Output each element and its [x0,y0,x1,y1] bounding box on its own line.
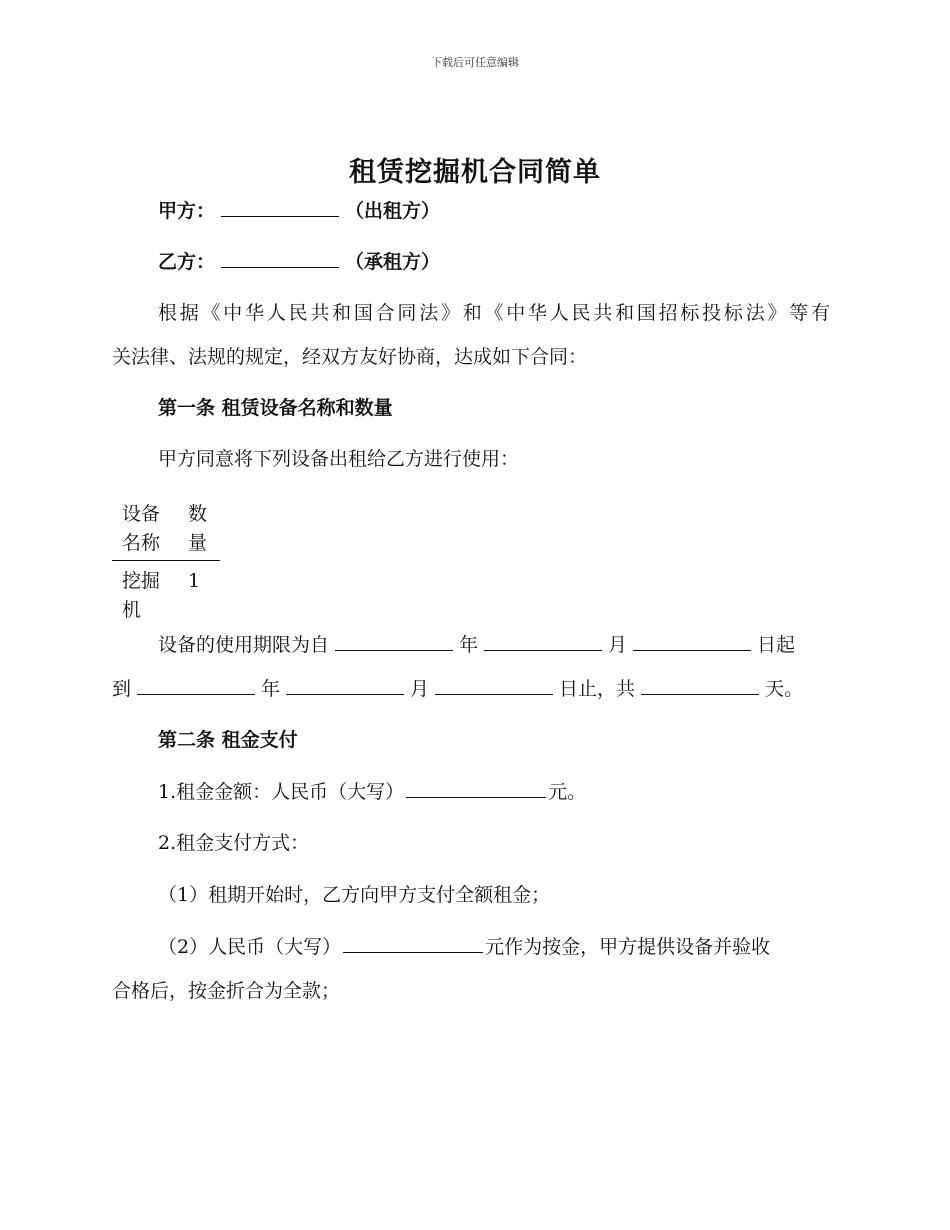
period-day-blank-2 [435,674,553,695]
period-total-days-blank [641,674,759,695]
intro-line-1: 根据《中华人民共和国合同法》和《中华人民共和国招标投标法》等有 [158,302,830,324]
equipment-table [112,500,220,625]
table-header-row [112,500,220,561]
period-month-2: 月 [410,678,430,700]
period-year-blank-2 [137,674,255,695]
article-1-heading: 第一条 租赁设备名称和数量 [158,397,393,419]
cell-equipment-name: 挖掘机 [122,570,161,621]
payment-option-1: （1）租期开始时，乙方向甲方支付全额租金； [158,884,551,906]
article-1-agree: 甲方同意将下列设备出租给乙方进行使用： [158,448,520,470]
period-from-label: 设备的使用期限为自 [158,634,330,656]
header-equipment-name: 设备名称 [112,500,178,561]
period-month-blank-1 [484,630,602,651]
rent-amount-unit: 元。 [548,781,587,803]
period-day-2: 日止，共 [559,678,636,700]
period-year-2: 年 [261,678,281,700]
payment-method-line: 2.租金支付方式： [158,832,310,854]
rent-amount-label: 1.租金金额：人民币（大写） [158,781,405,803]
period-days-unit: 天。 [765,678,804,700]
period-month-1: 月 [608,634,628,656]
party-a-blank [221,196,339,217]
party-a-role: （出租方） [345,200,441,222]
party-a-line [158,196,878,226]
period-day-1: 日起 [757,634,796,656]
party-a-label: 甲方： [158,200,216,222]
payment-option-2-line-1 [158,932,830,962]
rent-amount-blank [406,777,546,798]
document-title: 租赁挖掘机合同简单 [349,157,601,188]
period-line-1 [158,630,830,660]
payment-option-2-line-2: 合格后，按金折合为全款； [112,980,341,1002]
party-b-blank [221,247,339,268]
period-to-label: 到 [112,678,132,700]
period-year-1: 年 [459,634,479,656]
rent-amount-line [158,777,878,807]
header-note: 下载后可任意编辑 [431,56,519,69]
intro-line-2: 关法律、法规的规定，经双方友好协商，达成如下合同： [112,346,588,368]
party-b-role: （承租方） [345,251,441,273]
period-day-blank-1 [633,630,751,651]
table-row [112,561,220,626]
party-b-label: 乙方： [158,251,216,273]
article-2-heading: 第二条 租金支付 [158,729,298,751]
deposit-text: 元作为按金，甲方提供设备并验收 [485,936,771,958]
period-month-blank-2 [286,674,404,695]
deposit-amount-blank [343,932,483,953]
cell-quantity: 1 [188,570,201,592]
period-line-2 [112,674,832,704]
party-b-line [158,247,878,277]
period-year-blank-1 [335,630,453,651]
deposit-label: （2）人民币（大写） [158,936,342,958]
header-quantity: 数量 [178,500,220,561]
